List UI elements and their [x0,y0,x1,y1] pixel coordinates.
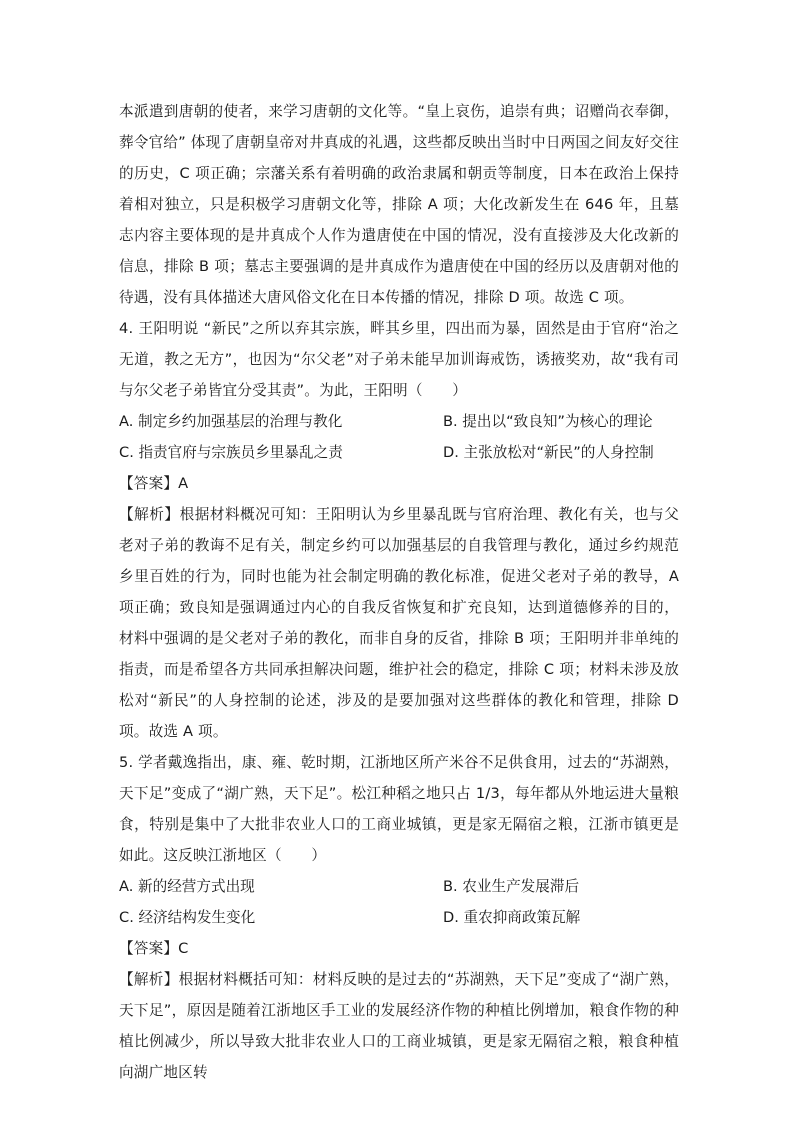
question-4-stem: 4. 王阳明说 “新民”之所以弃其宗族，畔其乡里，四出而为暴，固然是由于官府“治之无道，教之无方”，也因为“尔父老”对子弟未能早加训诲戒饬，诱掖奖劝，故“我有司与尔父老子弟皆宜分受其责”。为此，王阳明（ ） [119,320,679,399]
question-5-option-a: A. 新的经营方式出现 [119,878,255,895]
document-page [119,96,679,1088]
question-4-options-row-2 [119,437,679,468]
question-5-option-c: C. 经济结构发生变化 [119,909,256,926]
question-4-option-c: C. 指责官府与宗族员乡里暴乱之责 [119,444,343,461]
question-4-option-d: D. 主张放松对“新民”的人身控制 [443,444,654,461]
question-4-option-a: A. 制定乡约加强基层的治理与教化 [119,413,343,430]
question-4-option-b: B. 提出以“致良知”为核心的理论 [443,413,653,430]
question-5-stem: 5. 学者戴逸指出，康、雍、乾时期，江浙地区所产米谷不足供食用，过去的“苏湖熟，天下足”变成了“湖广熟，天下足”。松江种稻之地只占 1/3，每年都从外地运进大量粮食，特别是集中了大批非农业人口的工商业城镇，更是家无隔宿之粮，江浙市镇更是如此。这反映江浙地区（ ） [119,754,679,864]
question-5 [119,747,679,1088]
question-4-answer: 【答案】A [119,475,189,492]
question-5-analysis: 【解析】根据材料概括可知：材料反映的是过去的“苏湖熟，天下足”变成了“湖广熟，天下足”，原因是随着江浙地区手工业的发展经济作物的种植比例增加，粮食作物的种植比例减少，所以导致大批非农业人口的工商业城镇，更是家无隔宿之粮，粮食种植向湖广地区转 [119,971,679,1081]
question-4-options-row-1 [119,406,679,437]
question-5-options-row-2 [119,902,679,933]
question-5-options-row-1 [119,871,679,902]
question-5-option-d: D. 重农抑商政策瓦解 [443,909,581,926]
question-4-analysis: 【解析】根据材料概况可知：王阳明认为乡里暴乱既与官府治理、教化有关，也与父老对子弟的教诲不足有关，制定乡约可以加强基层的自我管理与教化，通过乡约规范乡里百姓的行为，同时也能为社会制定明确的教化标准，促进父老对子弟的教导，A 项正确；致良知是强调通过内心的自我反省恢复和扩充良知，达到道德修养的目的，材料中强调的是父老对子弟的教化，而非自身的反省，排除 B 项；王阳明并非单纯的指责，而是希望各方共同承担解决问题，维护社会的稳定，排除 C 项；材料未涉及放松对“新民”的人身控制的论述，涉及的是要加强对这些群体的教化和管理，排除 D 项。故选 A 项。 [119,506,679,740]
question-5-answer: 【答案】C [119,940,189,957]
question-4 [119,313,679,747]
question-5-option-b: B. 农业生产发展滞后 [443,878,580,895]
previous-analysis-continuation: 本派遣到唐朝的使者，来学习唐朝的文化等。“皇上哀伤，追崇有典；诏赠尚衣奉御，葬令官给” 体现了唐朝皇帝对井真成的礼遇，这些都反映出当时中日两国之间友好交往的历史，C 项正确；宗藩关系有着明确的政治隶属和朝贡等制度，日本在政治上保持着相对独立，只是积极学习唐朝文化等，排除 A 项；大化改新发生在 646 年，且墓志内容主要体现的是井真成个人作为遣唐使在中国的情况，没有直接涉及大化改新的信息，排除 B 项；墓志主要强调的是井真成作为遣唐使在中国的经历以及唐朝对他的待遇，没有具体描述大唐风俗文化在日本传播的情况，排除 D 项。故选 C 项。 [119,103,679,306]
